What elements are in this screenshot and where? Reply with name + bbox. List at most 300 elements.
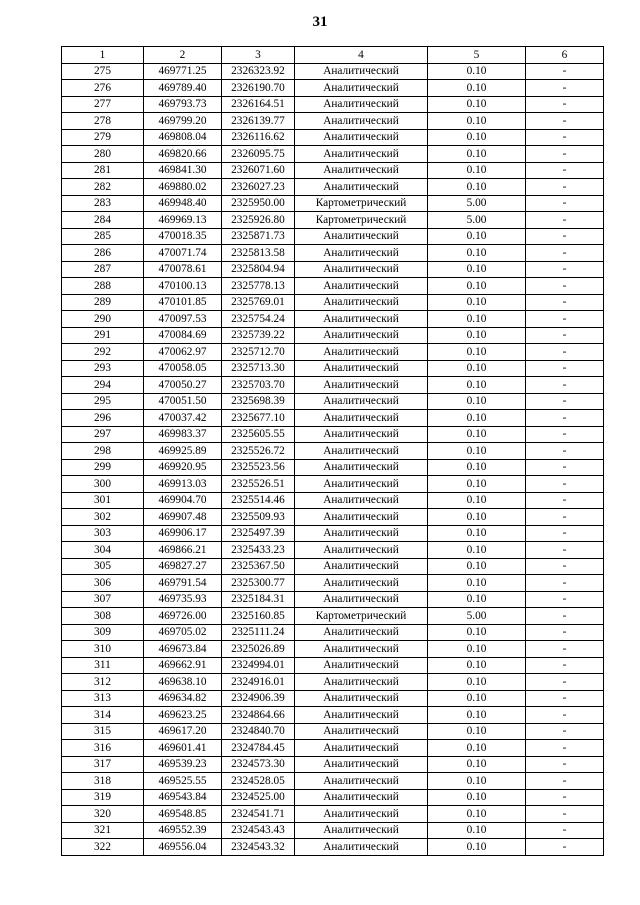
y-coordinate-cell: 2324528.05 bbox=[222, 773, 295, 790]
point-number-cell: 305 bbox=[62, 558, 144, 575]
table-row bbox=[62, 426, 604, 443]
description-cell: - bbox=[526, 311, 604, 328]
y-coordinate-cell: 2325677.10 bbox=[222, 410, 295, 427]
point-number-cell: 288 bbox=[62, 278, 144, 295]
description-cell: - bbox=[526, 542, 604, 559]
description-cell: - bbox=[526, 624, 604, 641]
point-number-cell: 322 bbox=[62, 839, 144, 856]
column-header: 6 bbox=[526, 47, 604, 64]
table-row bbox=[62, 690, 604, 707]
table-row bbox=[62, 63, 604, 80]
x-coordinate-cell: 469907.48 bbox=[144, 509, 222, 526]
y-coordinate-cell: 2324840.70 bbox=[222, 723, 295, 740]
y-coordinate-cell: 2325433.23 bbox=[222, 542, 295, 559]
point-number-cell: 283 bbox=[62, 195, 144, 212]
y-coordinate-cell: 2324573.30 bbox=[222, 756, 295, 773]
point-number-cell: 285 bbox=[62, 228, 144, 245]
accuracy-cell: 0.10 bbox=[428, 327, 526, 344]
method-cell: Аналитический bbox=[295, 740, 428, 757]
x-coordinate-cell: 469983.37 bbox=[144, 426, 222, 443]
x-coordinate-cell: 469791.54 bbox=[144, 575, 222, 592]
accuracy-cell: 0.10 bbox=[428, 377, 526, 394]
table-row bbox=[62, 311, 604, 328]
table-row bbox=[62, 591, 604, 608]
table-row bbox=[62, 294, 604, 311]
x-coordinate-cell: 469638.10 bbox=[144, 674, 222, 691]
description-cell: - bbox=[526, 789, 604, 806]
point-number-cell: 306 bbox=[62, 575, 144, 592]
x-coordinate-cell: 469539.23 bbox=[144, 756, 222, 773]
accuracy-cell: 0.10 bbox=[428, 80, 526, 97]
x-coordinate-cell: 469525.55 bbox=[144, 773, 222, 790]
accuracy-cell: 0.10 bbox=[428, 839, 526, 856]
y-coordinate-cell: 2325950.00 bbox=[222, 195, 295, 212]
accuracy-cell: 0.10 bbox=[428, 690, 526, 707]
method-cell: Аналитический bbox=[295, 179, 428, 196]
table-row bbox=[62, 80, 604, 97]
point-number-cell: 315 bbox=[62, 723, 144, 740]
method-cell: Аналитический bbox=[295, 789, 428, 806]
table-row bbox=[62, 113, 604, 130]
y-coordinate-cell: 2324543.43 bbox=[222, 822, 295, 839]
point-number-cell: 278 bbox=[62, 113, 144, 130]
method-cell: Аналитический bbox=[295, 228, 428, 245]
accuracy-cell: 0.10 bbox=[428, 773, 526, 790]
y-coordinate-cell: 2325026.89 bbox=[222, 641, 295, 658]
y-coordinate-cell: 2325300.77 bbox=[222, 575, 295, 592]
table-row bbox=[62, 608, 604, 625]
x-coordinate-cell: 470062.97 bbox=[144, 344, 222, 361]
table-row bbox=[62, 822, 604, 839]
accuracy-cell: 0.10 bbox=[428, 575, 526, 592]
point-number-cell: 281 bbox=[62, 162, 144, 179]
column-header: 5 bbox=[428, 47, 526, 64]
description-cell: - bbox=[526, 707, 604, 724]
method-cell: Аналитический bbox=[295, 492, 428, 509]
method-cell: Аналитический bbox=[295, 146, 428, 163]
description-cell: - bbox=[526, 113, 604, 130]
description-cell: - bbox=[526, 261, 604, 278]
accuracy-cell: 5.00 bbox=[428, 195, 526, 212]
table-row bbox=[62, 657, 604, 674]
table-row bbox=[62, 459, 604, 476]
method-cell: Аналитический bbox=[295, 756, 428, 773]
accuracy-cell: 0.10 bbox=[428, 525, 526, 542]
accuracy-cell: 0.10 bbox=[428, 96, 526, 113]
point-number-cell: 282 bbox=[62, 179, 144, 196]
y-coordinate-cell: 2326027.23 bbox=[222, 179, 295, 196]
accuracy-cell: 0.10 bbox=[428, 179, 526, 196]
y-coordinate-cell: 2325871.73 bbox=[222, 228, 295, 245]
x-coordinate-cell: 469880.02 bbox=[144, 179, 222, 196]
accuracy-cell: 0.10 bbox=[428, 624, 526, 641]
point-number-cell: 300 bbox=[62, 476, 144, 493]
description-cell: - bbox=[526, 212, 604, 229]
x-coordinate-cell: 470101.85 bbox=[144, 294, 222, 311]
accuracy-cell: 0.10 bbox=[428, 162, 526, 179]
table-row bbox=[62, 756, 604, 773]
y-coordinate-cell: 2326139.77 bbox=[222, 113, 295, 130]
description-cell: - bbox=[526, 426, 604, 443]
method-cell: Аналитический bbox=[295, 773, 428, 790]
description-cell: - bbox=[526, 459, 604, 476]
x-coordinate-cell: 469771.25 bbox=[144, 63, 222, 80]
accuracy-cell: 0.10 bbox=[428, 344, 526, 361]
x-coordinate-cell: 469948.40 bbox=[144, 195, 222, 212]
y-coordinate-cell: 2325703.70 bbox=[222, 377, 295, 394]
description-cell: - bbox=[526, 674, 604, 691]
method-cell: Аналитический bbox=[295, 63, 428, 80]
y-coordinate-cell: 2325367.50 bbox=[222, 558, 295, 575]
point-number-cell: 276 bbox=[62, 80, 144, 97]
point-number-cell: 298 bbox=[62, 443, 144, 460]
column-header: 2 bbox=[144, 47, 222, 64]
point-number-cell: 289 bbox=[62, 294, 144, 311]
accuracy-cell: 5.00 bbox=[428, 608, 526, 625]
point-number-cell: 314 bbox=[62, 707, 144, 724]
method-cell: Аналитический bbox=[295, 245, 428, 262]
point-number-cell: 296 bbox=[62, 410, 144, 427]
accuracy-cell: 0.10 bbox=[428, 393, 526, 410]
y-coordinate-cell: 2325184.31 bbox=[222, 591, 295, 608]
method-cell: Аналитический bbox=[295, 542, 428, 559]
accuracy-cell: 0.10 bbox=[428, 674, 526, 691]
accuracy-cell: 0.10 bbox=[428, 113, 526, 130]
description-cell: - bbox=[526, 129, 604, 146]
method-cell: Аналитический bbox=[295, 311, 428, 328]
description-cell: - bbox=[526, 657, 604, 674]
x-coordinate-cell: 469617.20 bbox=[144, 723, 222, 740]
method-cell: Аналитический bbox=[295, 344, 428, 361]
x-coordinate-cell: 470051.50 bbox=[144, 393, 222, 410]
point-number-cell: 302 bbox=[62, 509, 144, 526]
accuracy-cell: 0.10 bbox=[428, 641, 526, 658]
accuracy-cell: 0.10 bbox=[428, 591, 526, 608]
point-number-cell: 312 bbox=[62, 674, 144, 691]
x-coordinate-cell: 469735.93 bbox=[144, 591, 222, 608]
description-cell: - bbox=[526, 591, 604, 608]
method-cell: Аналитический bbox=[295, 80, 428, 97]
x-coordinate-cell: 469920.95 bbox=[144, 459, 222, 476]
method-cell: Аналитический bbox=[295, 509, 428, 526]
point-number-cell: 295 bbox=[62, 393, 144, 410]
accuracy-cell: 0.10 bbox=[428, 261, 526, 278]
point-number-cell: 297 bbox=[62, 426, 144, 443]
table-row bbox=[62, 327, 604, 344]
x-coordinate-cell: 469789.40 bbox=[144, 80, 222, 97]
y-coordinate-cell: 2325739.22 bbox=[222, 327, 295, 344]
y-coordinate-cell: 2324525.00 bbox=[222, 789, 295, 806]
accuracy-cell: 0.10 bbox=[428, 146, 526, 163]
point-number-cell: 284 bbox=[62, 212, 144, 229]
method-cell: Аналитический bbox=[295, 393, 428, 410]
x-coordinate-cell: 469925.89 bbox=[144, 443, 222, 460]
table-row bbox=[62, 179, 604, 196]
y-coordinate-cell: 2324541.71 bbox=[222, 806, 295, 823]
point-number-cell: 277 bbox=[62, 96, 144, 113]
description-cell: - bbox=[526, 179, 604, 196]
y-coordinate-cell: 2326071.60 bbox=[222, 162, 295, 179]
accuracy-cell: 5.00 bbox=[428, 212, 526, 229]
y-coordinate-cell: 2325605.55 bbox=[222, 426, 295, 443]
method-cell: Аналитический bbox=[295, 525, 428, 542]
coordinates-table bbox=[61, 46, 604, 856]
accuracy-cell: 0.10 bbox=[428, 657, 526, 674]
x-coordinate-cell: 469820.66 bbox=[144, 146, 222, 163]
x-coordinate-cell: 469793.73 bbox=[144, 96, 222, 113]
x-coordinate-cell: 469634.82 bbox=[144, 690, 222, 707]
table-row bbox=[62, 344, 604, 361]
method-cell: Аналитический bbox=[295, 294, 428, 311]
y-coordinate-cell: 2324906.39 bbox=[222, 690, 295, 707]
x-coordinate-cell: 470100.13 bbox=[144, 278, 222, 295]
table-body bbox=[62, 63, 604, 855]
table-row bbox=[62, 360, 604, 377]
point-number-cell: 279 bbox=[62, 129, 144, 146]
method-cell: Картометрический bbox=[295, 212, 428, 229]
y-coordinate-cell: 2325813.58 bbox=[222, 245, 295, 262]
point-number-cell: 321 bbox=[62, 822, 144, 839]
description-cell: - bbox=[526, 525, 604, 542]
x-coordinate-cell: 470037.42 bbox=[144, 410, 222, 427]
x-coordinate-cell: 469556.04 bbox=[144, 839, 222, 856]
table-header-row bbox=[62, 47, 604, 64]
x-coordinate-cell: 469601.41 bbox=[144, 740, 222, 757]
table-row bbox=[62, 195, 604, 212]
description-cell: - bbox=[526, 492, 604, 509]
y-coordinate-cell: 2324916.01 bbox=[222, 674, 295, 691]
description-cell: - bbox=[526, 294, 604, 311]
point-number-cell: 290 bbox=[62, 311, 144, 328]
y-coordinate-cell: 2326095.75 bbox=[222, 146, 295, 163]
x-coordinate-cell: 469904.70 bbox=[144, 492, 222, 509]
accuracy-cell: 0.10 bbox=[428, 707, 526, 724]
point-number-cell: 319 bbox=[62, 789, 144, 806]
accuracy-cell: 0.10 bbox=[428, 542, 526, 559]
point-number-cell: 307 bbox=[62, 591, 144, 608]
column-header: 3 bbox=[222, 47, 295, 64]
accuracy-cell: 0.10 bbox=[428, 806, 526, 823]
accuracy-cell: 0.10 bbox=[428, 476, 526, 493]
y-coordinate-cell: 2325712.70 bbox=[222, 344, 295, 361]
table-row bbox=[62, 393, 604, 410]
method-cell: Аналитический bbox=[295, 278, 428, 295]
description-cell: - bbox=[526, 360, 604, 377]
point-number-cell: 299 bbox=[62, 459, 144, 476]
description-cell: - bbox=[526, 393, 604, 410]
method-cell: Картометрический bbox=[295, 608, 428, 625]
x-coordinate-cell: 469808.04 bbox=[144, 129, 222, 146]
y-coordinate-cell: 2326164.51 bbox=[222, 96, 295, 113]
point-number-cell: 303 bbox=[62, 525, 144, 542]
method-cell: Аналитический bbox=[295, 327, 428, 344]
point-number-cell: 294 bbox=[62, 377, 144, 394]
y-coordinate-cell: 2325523.56 bbox=[222, 459, 295, 476]
accuracy-cell: 0.10 bbox=[428, 63, 526, 80]
method-cell: Аналитический bbox=[295, 624, 428, 641]
point-number-cell: 317 bbox=[62, 756, 144, 773]
accuracy-cell: 0.10 bbox=[428, 360, 526, 377]
accuracy-cell: 0.10 bbox=[428, 410, 526, 427]
x-coordinate-cell: 469543.84 bbox=[144, 789, 222, 806]
point-number-cell: 316 bbox=[62, 740, 144, 757]
description-cell: - bbox=[526, 245, 604, 262]
y-coordinate-cell: 2325769.01 bbox=[222, 294, 295, 311]
description-cell: - bbox=[526, 641, 604, 658]
point-number-cell: 286 bbox=[62, 245, 144, 262]
method-cell: Аналитический bbox=[295, 410, 428, 427]
y-coordinate-cell: 2325804.94 bbox=[222, 261, 295, 278]
x-coordinate-cell: 469726.00 bbox=[144, 608, 222, 625]
description-cell: - bbox=[526, 278, 604, 295]
x-coordinate-cell: 469913.03 bbox=[144, 476, 222, 493]
description-cell: - bbox=[526, 410, 604, 427]
point-number-cell: 280 bbox=[62, 146, 144, 163]
description-cell: - bbox=[526, 344, 604, 361]
table-row bbox=[62, 674, 604, 691]
y-coordinate-cell: 2324864.66 bbox=[222, 707, 295, 724]
y-coordinate-cell: 2326190.70 bbox=[222, 80, 295, 97]
table-row bbox=[62, 443, 604, 460]
method-cell: Аналитический bbox=[295, 575, 428, 592]
x-coordinate-cell: 469827.27 bbox=[144, 558, 222, 575]
table-row bbox=[62, 624, 604, 641]
description-cell: - bbox=[526, 806, 604, 823]
point-number-cell: 309 bbox=[62, 624, 144, 641]
accuracy-cell: 0.10 bbox=[428, 509, 526, 526]
description-cell: - bbox=[526, 723, 604, 740]
table-row bbox=[62, 377, 604, 394]
x-coordinate-cell: 469705.02 bbox=[144, 624, 222, 641]
description-cell: - bbox=[526, 162, 604, 179]
table-row bbox=[62, 228, 604, 245]
method-cell: Аналитический bbox=[295, 591, 428, 608]
description-cell: - bbox=[526, 575, 604, 592]
x-coordinate-cell: 469623.25 bbox=[144, 707, 222, 724]
y-coordinate-cell: 2325526.72 bbox=[222, 443, 295, 460]
accuracy-cell: 0.10 bbox=[428, 723, 526, 740]
y-coordinate-cell: 2325713.30 bbox=[222, 360, 295, 377]
x-coordinate-cell: 470018.35 bbox=[144, 228, 222, 245]
accuracy-cell: 0.10 bbox=[428, 459, 526, 476]
y-coordinate-cell: 2325754.24 bbox=[222, 311, 295, 328]
description-cell: - bbox=[526, 443, 604, 460]
table-row bbox=[62, 278, 604, 295]
accuracy-cell: 0.10 bbox=[428, 756, 526, 773]
x-coordinate-cell: 469552.39 bbox=[144, 822, 222, 839]
method-cell: Аналитический bbox=[295, 443, 428, 460]
table-row bbox=[62, 789, 604, 806]
y-coordinate-cell: 2325926.80 bbox=[222, 212, 295, 229]
point-number-cell: 287 bbox=[62, 261, 144, 278]
method-cell: Аналитический bbox=[295, 113, 428, 130]
point-number-cell: 318 bbox=[62, 773, 144, 790]
y-coordinate-cell: 2325526.51 bbox=[222, 476, 295, 493]
method-cell: Аналитический bbox=[295, 641, 428, 658]
description-cell: - bbox=[526, 195, 604, 212]
accuracy-cell: 0.10 bbox=[428, 822, 526, 839]
point-number-cell: 301 bbox=[62, 492, 144, 509]
description-cell: - bbox=[526, 608, 604, 625]
y-coordinate-cell: 2325160.85 bbox=[222, 608, 295, 625]
method-cell: Аналитический bbox=[295, 459, 428, 476]
method-cell: Аналитический bbox=[295, 261, 428, 278]
point-number-cell: 310 bbox=[62, 641, 144, 658]
table-row bbox=[62, 740, 604, 757]
accuracy-cell: 0.10 bbox=[428, 228, 526, 245]
y-coordinate-cell: 2326323.92 bbox=[222, 63, 295, 80]
table-row bbox=[62, 261, 604, 278]
description-cell: - bbox=[526, 509, 604, 526]
table-row bbox=[62, 525, 604, 542]
description-cell: - bbox=[526, 773, 604, 790]
point-number-cell: 275 bbox=[62, 63, 144, 80]
accuracy-cell: 0.10 bbox=[428, 129, 526, 146]
y-coordinate-cell: 2324994.01 bbox=[222, 657, 295, 674]
table-row bbox=[62, 723, 604, 740]
method-cell: Картометрический bbox=[295, 195, 428, 212]
description-cell: - bbox=[526, 476, 604, 493]
method-cell: Аналитический bbox=[295, 558, 428, 575]
description-cell: - bbox=[526, 327, 604, 344]
table-row bbox=[62, 641, 604, 658]
method-cell: Аналитический bbox=[295, 129, 428, 146]
point-number-cell: 320 bbox=[62, 806, 144, 823]
method-cell: Аналитический bbox=[295, 96, 428, 113]
x-coordinate-cell: 470071.74 bbox=[144, 245, 222, 262]
table-row bbox=[62, 476, 604, 493]
accuracy-cell: 0.10 bbox=[428, 311, 526, 328]
y-coordinate-cell: 2325111.24 bbox=[222, 624, 295, 641]
description-cell: - bbox=[526, 146, 604, 163]
table-row bbox=[62, 509, 604, 526]
accuracy-cell: 0.10 bbox=[428, 789, 526, 806]
description-cell: - bbox=[526, 690, 604, 707]
method-cell: Аналитический bbox=[295, 162, 428, 179]
table-row bbox=[62, 162, 604, 179]
page-number: 31 bbox=[312, 14, 328, 30]
y-coordinate-cell: 2326116.62 bbox=[222, 129, 295, 146]
table-row bbox=[62, 839, 604, 856]
table-row bbox=[62, 492, 604, 509]
table-row bbox=[62, 773, 604, 790]
description-cell: - bbox=[526, 63, 604, 80]
method-cell: Аналитический bbox=[295, 674, 428, 691]
method-cell: Аналитический bbox=[295, 839, 428, 856]
table-row bbox=[62, 806, 604, 823]
x-coordinate-cell: 469673.84 bbox=[144, 641, 222, 658]
x-coordinate-cell: 470084.69 bbox=[144, 327, 222, 344]
description-cell: - bbox=[526, 228, 604, 245]
table-row bbox=[62, 212, 604, 229]
table-row bbox=[62, 129, 604, 146]
description-cell: - bbox=[526, 558, 604, 575]
point-number-cell: 293 bbox=[62, 360, 144, 377]
y-coordinate-cell: 2325514.46 bbox=[222, 492, 295, 509]
accuracy-cell: 0.10 bbox=[428, 443, 526, 460]
point-number-cell: 292 bbox=[62, 344, 144, 361]
x-coordinate-cell: 469841.30 bbox=[144, 162, 222, 179]
method-cell: Аналитический bbox=[295, 657, 428, 674]
y-coordinate-cell: 2325778.13 bbox=[222, 278, 295, 295]
x-coordinate-cell: 469662.91 bbox=[144, 657, 222, 674]
accuracy-cell: 0.10 bbox=[428, 426, 526, 443]
method-cell: Аналитический bbox=[295, 707, 428, 724]
description-cell: - bbox=[526, 839, 604, 856]
table-row bbox=[62, 542, 604, 559]
x-coordinate-cell: 469906.17 bbox=[144, 525, 222, 542]
x-coordinate-cell: 469969.13 bbox=[144, 212, 222, 229]
